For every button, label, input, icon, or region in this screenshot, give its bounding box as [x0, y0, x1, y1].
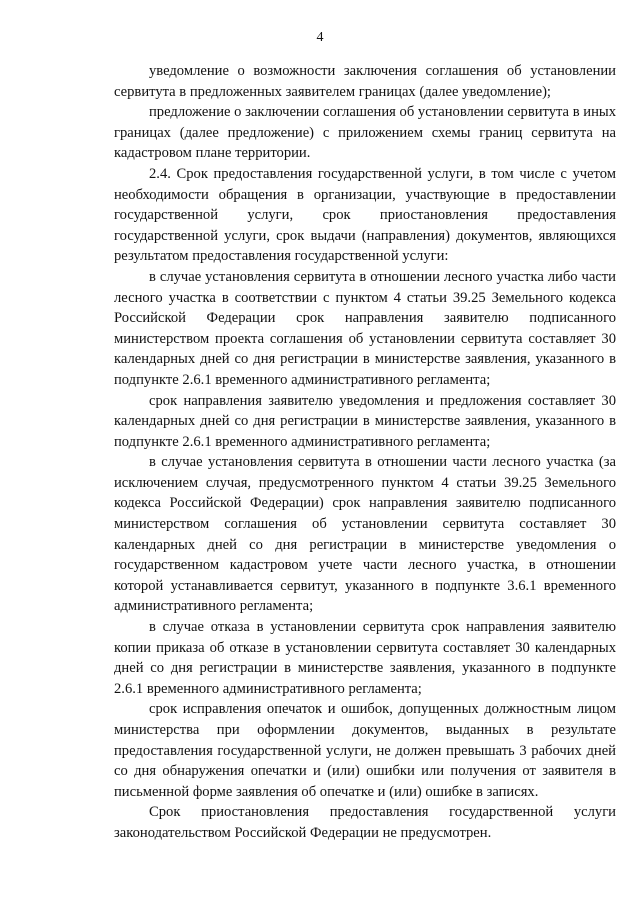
paragraph-error-correction: срок исправления опечаток и ошибок, допущенных должностным лицом министерства при оформлении документов, выданных в результате предоставления государственной услуги, не должен превышать 3 рабочих дней со дня обнаружения опечатки и (или) ошибки или получения от заявителя в письменной форме заявления об опечатке и (или) ошибке в записях.	[114, 701, 616, 800]
document-body	[114, 61, 616, 844]
paragraph-part-of-plot-servitude: в случае установления сервитута в отношении части лесного участка (за исключением случая, предусмотренного пунктом 4 статьи 39.25 Земельного кодекса Российской Федерации) срок направления заявителю подписанного министерством соглашения об установлении сервитута составляет 30 календарных дней со дня регистрации в министерстве уведомления о государственном кадастровом учете части лесного участка, в отношении которой устанавливается сервитут, указанного в подпункте 3.6.1 временного административного регламента;	[114, 454, 616, 615]
paragraph-notification: уведомление о возможности заключения соглашения об установлении сервитута в предложенных заявителем границах (далее уведомление);	[114, 63, 616, 100]
paragraph-notification-deadline: срок направления заявителю уведомления и предложения составляет 30 календарных дней со дня регистрации в министерстве заявления, указанного в подпункте 2.6.1 временного административного регламента;	[114, 392, 616, 450]
paragraph-suspension: Срок приостановления предоставления государственной услуги законодательством Российской Федерации не предусмотрен.	[114, 804, 616, 841]
paragraph-refusal-deadline: в случае отказа в установлении сервитута срок направления заявителю копии приказа об отказе в установлении сервитута составляет 30 календарных дней со дня регистрации в министерстве заявления, указанного в подпункте 2.6.1 временного административного регламента;	[114, 619, 616, 697]
paragraph-proposal: предложение о заключении соглашения об установлении сервитута в иных границах (далее предложение) с приложением схемы границ сервитута на кадастровом плане территории.	[114, 104, 616, 162]
paragraph-forest-plot-servitude: в случае установления сервитута в отношении лесного участка либо части лесного участка в соответствии с пунктом 4 статьи 39.25 Земельного кодекса Российской Федерации срок направления заявителю подписанного министерством проекта соглашения об установлении сервитута составляет 30 календарных дней со дня регистрации в министерстве заявления, указанного в подпункте 2.6.1 временного административного регламента;	[114, 268, 616, 388]
page-number: 4	[316, 30, 324, 45]
paragraph-section-2-4: 2.4. Срок предоставления государственной услуги, в том числе с учетом необходимости обращения в организации, участвующие в предоставлении государственной услуги, срок приостановления предоставления государственной услуги, срок выдачи (направления) документов, являющихся результатом предоставления государственной услуги:	[114, 165, 616, 265]
